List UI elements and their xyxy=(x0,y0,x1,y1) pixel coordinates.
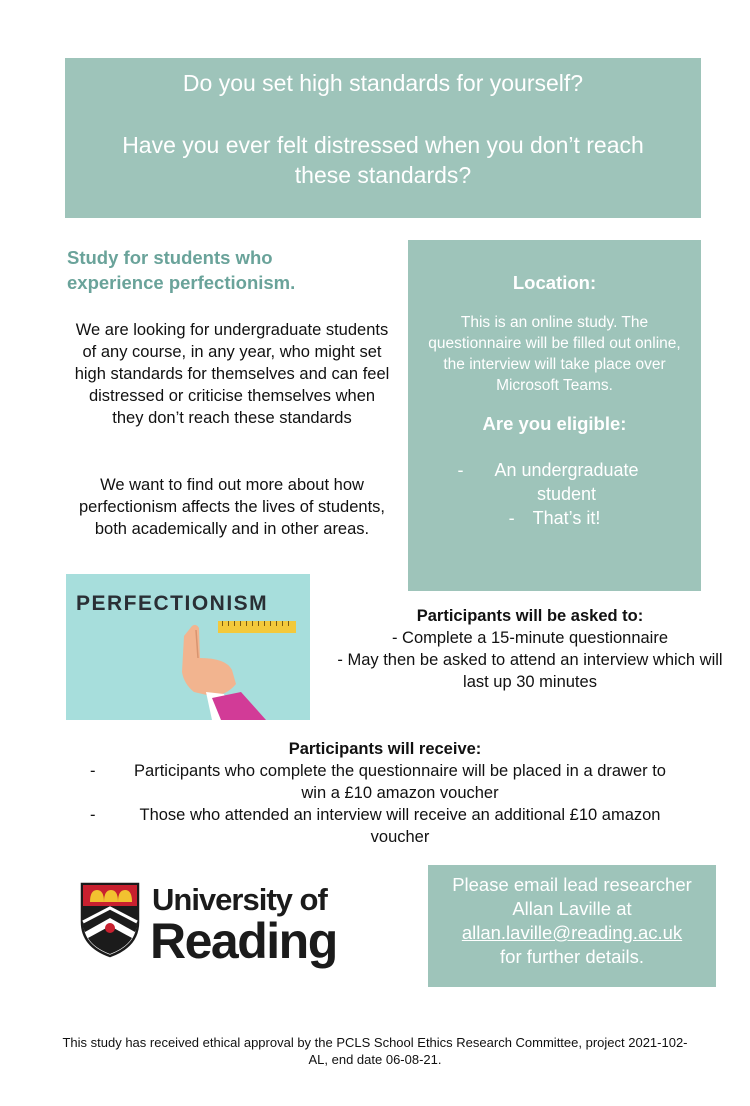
eligibility-item: That’s it! xyxy=(532,508,601,528)
university-name-line1: University of xyxy=(152,882,327,917)
list-item xyxy=(408,506,701,530)
tasks-heading: Participants will be asked to: xyxy=(416,607,644,625)
bullet-dash: - xyxy=(508,508,515,528)
university-name-line2: Reading xyxy=(150,913,337,969)
perfectionism-word: PERFECTIONISM xyxy=(76,592,269,615)
banner-question-2: Have you ever felt distressed when you don’t reach these standards? xyxy=(122,132,644,188)
eligible-heading: Are you eligible: xyxy=(482,413,627,434)
contact-text-after: for further details. xyxy=(500,946,644,967)
eligibility-item: An undergraduate student xyxy=(494,460,639,504)
location-heading: Location: xyxy=(512,272,597,293)
study-description: We are looking for undergraduate students of any course, in any year, who might set high standards for themselves and can feel distressed or criticise themselves when they don’t reach these standards xyxy=(74,321,390,427)
study-purpose: We want to find out more about how perfectionism affects the lives of students, both academically and in other areas. xyxy=(78,476,385,538)
list-item xyxy=(90,804,680,848)
eligibility-list xyxy=(408,458,701,530)
rewards-heading: Participants will receive: xyxy=(288,740,482,758)
bullet-dash: - xyxy=(457,460,464,480)
pointing-hand-icon xyxy=(66,574,310,720)
task-item: - Complete a 15-minute questionnaire xyxy=(391,629,669,647)
participant-rewards xyxy=(90,738,680,848)
bullet-dash: - xyxy=(90,806,96,824)
ethics-footer: This study has received ethical approval by the PCLS School Ethics Research Committee, project 2021-102-AL, end date 06-08-21. xyxy=(62,1035,688,1067)
location-text: This is an online study. The questionnaire will be filled out online, the interview will take place over Microsoft Teams. xyxy=(428,314,681,394)
bullet-dash: - xyxy=(90,762,96,780)
banner-question-1: Do you set high standards for yourself? xyxy=(182,70,584,96)
reward-item: Those who attended an interview will receive an additional £10 amazon voucher xyxy=(139,806,661,846)
list-item xyxy=(408,458,701,506)
participant-tasks xyxy=(320,605,740,693)
task-item: - May then be asked to attend an interview which will last up 30 minutes xyxy=(337,651,723,691)
contact-box xyxy=(428,865,716,987)
perfectionism-illustration xyxy=(66,574,310,720)
header-banner xyxy=(65,58,701,218)
reward-item: Participants who complete the questionnaire will be placed in a drawer to win a £10 amazon voucher xyxy=(134,762,666,802)
email-link[interactable]: allan.laville@reading.ac.uk xyxy=(461,922,683,943)
list-item xyxy=(90,760,680,804)
location-eligibility-box xyxy=(408,240,701,591)
university-shield-icon xyxy=(80,882,140,958)
contact-text: Please email lead researcher Allan Laville at xyxy=(452,874,692,919)
study-title: Study for students who experience perfectionism. xyxy=(67,247,296,293)
